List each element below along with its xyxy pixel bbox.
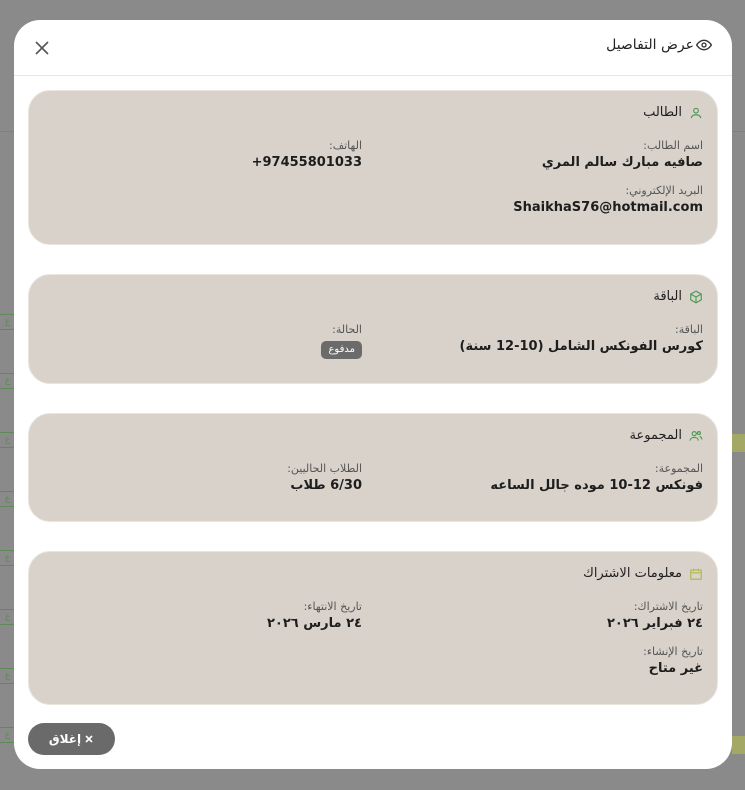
status-badge: مدفوع: [321, 341, 362, 359]
group-value: فونكس 12-10 موده جالل الساعه: [490, 478, 703, 493]
created-date-value: غير متاح: [648, 661, 703, 676]
student-name-label: اسم الطالب:: [643, 139, 703, 152]
bg-accent: [732, 434, 745, 452]
group-card-heading: [630, 428, 703, 443]
box-icon: [689, 290, 703, 304]
email-value: [513, 198, 703, 218]
current-students-label: الطلاب الحاليين:: [287, 462, 362, 475]
package-field: [460, 323, 703, 357]
package-card: [28, 274, 718, 384]
end-date-label: تاريخ الانتهاء:: [303, 600, 362, 613]
close-icon[interactable]: [32, 38, 52, 58]
student-card-heading: [643, 105, 703, 120]
phone-number: +97455801033: [251, 155, 362, 170]
phone-value: [252, 153, 362, 173]
current-students-value: 6/30 طلاب: [290, 478, 362, 493]
email-address: ShaikhaS76@hotmail.com: [513, 200, 703, 215]
group-card-title: المجموعة: [629, 428, 682, 443]
email-field: [513, 184, 703, 218]
package-label: الباقة:: [675, 323, 703, 336]
modal-title: [606, 37, 712, 53]
status-label: الحالة:: [332, 323, 362, 336]
phone-field: [252, 139, 362, 173]
subscription-date-label: تاريخ الاشتراك:: [633, 600, 703, 613]
subscription-card-heading: [583, 566, 703, 581]
bg-status-chip: ع: [0, 609, 16, 625]
bg-divider: [0, 131, 14, 132]
eye-icon: [696, 37, 712, 53]
bg-status-chip: ع: [0, 314, 16, 330]
close-button[interactable]: [28, 723, 115, 755]
current-students-field: [287, 462, 362, 496]
package-value: كورس الفونكس الشامل (10-12 سنة): [459, 339, 703, 354]
package-card-heading: [653, 289, 703, 304]
bg-status-chip: ع: [0, 373, 16, 389]
bg-status-chip: ع: [0, 668, 16, 684]
bg-status-chip: ع: [0, 727, 16, 743]
user-icon: [689, 106, 703, 120]
modal-header: [14, 20, 732, 76]
end-date-value: ٢٤ مارس ٢٠٢٦: [266, 616, 362, 631]
package-card-title: الباقة: [653, 289, 682, 304]
phone-label: الهاتف:: [329, 139, 362, 152]
users-icon: [689, 429, 703, 443]
bg-status-chip: ع: [0, 432, 16, 448]
created-date-field: [643, 645, 703, 679]
email-label: البريد الإلكتروني:: [625, 184, 703, 197]
group-label: المجموعة:: [654, 462, 703, 475]
bg-status-chip: ع: [0, 550, 16, 566]
student-card-title: الطالب: [643, 105, 682, 120]
modal-title-text: عرض التفاصيل: [606, 37, 694, 53]
group-card: [28, 413, 718, 522]
subscription-date-value: ٢٤ فبراير ٢٠٢٦: [606, 616, 703, 631]
subscription-card: [28, 551, 718, 705]
student-name-value: صافيه مبارك سالم المري: [541, 155, 703, 170]
bg-divider: [732, 131, 745, 132]
x-icon: [84, 734, 94, 744]
bg-status-chip: ع: [0, 491, 16, 507]
created-date-label: تاريخ الإنشاء:: [643, 645, 703, 658]
calendar-icon: [689, 567, 703, 581]
bg-accent: [732, 736, 745, 754]
student-card: [28, 90, 718, 245]
subscription-date-field: [607, 600, 703, 634]
close-button-label: إغلاق: [48, 732, 82, 746]
subscription-card-title: معلومات الاشتراك: [583, 566, 682, 581]
group-field: [490, 462, 703, 496]
status-field: [321, 323, 362, 359]
end-date-field: [267, 600, 362, 634]
student-name-field: [542, 139, 703, 173]
details-modal: [14, 20, 732, 769]
